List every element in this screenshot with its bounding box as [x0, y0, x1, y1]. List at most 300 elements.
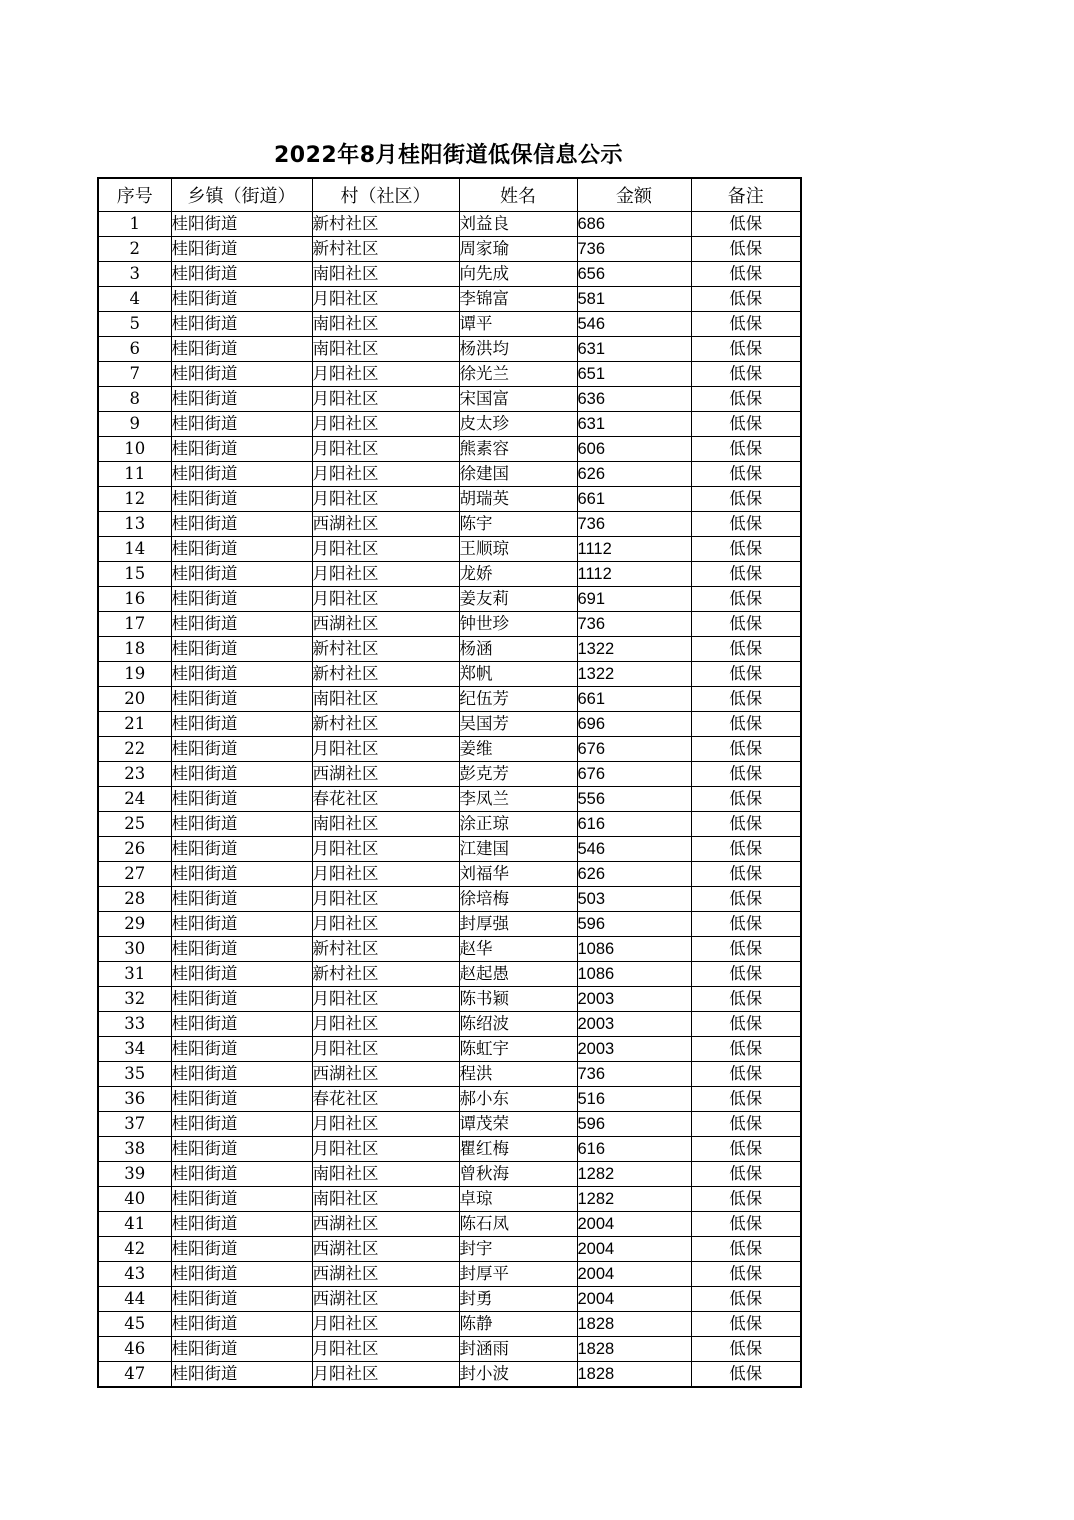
row-name: 谭茂荣: [459, 1112, 577, 1137]
row-name: 郑帆: [459, 662, 577, 687]
row-name: 封厚强: [459, 912, 577, 937]
row-name: 谭平: [459, 312, 577, 337]
row-town: 桂阳街道: [171, 1137, 312, 1162]
table-row: [98, 737, 801, 762]
row-town: 桂阳街道: [171, 362, 312, 387]
row-name: 曾秋海: [459, 1162, 577, 1187]
row-amount: 631: [577, 337, 691, 362]
row-amount: 696: [577, 712, 691, 737]
row-serial: 36: [98, 1087, 171, 1112]
table-row: [98, 662, 801, 687]
row-name: 封厚平: [459, 1262, 577, 1287]
header-name: 姓名: [459, 178, 577, 212]
row-name: 彭克芳: [459, 762, 577, 787]
row-name: 皮太珍: [459, 412, 577, 437]
row-serial: 31: [98, 962, 171, 987]
row-serial: 44: [98, 1287, 171, 1312]
row-serial: 25: [98, 812, 171, 837]
row-community: 新村社区: [312, 962, 459, 987]
row-community: 月阳社区: [312, 287, 459, 312]
row-town: 桂阳街道: [171, 662, 312, 687]
row-community: 月阳社区: [312, 1337, 459, 1362]
row-name: 钟世珍: [459, 612, 577, 637]
row-town: 桂阳街道: [171, 512, 312, 537]
row-amount: 626: [577, 862, 691, 887]
row-amount: 1828: [577, 1337, 691, 1362]
row-serial: 38: [98, 1137, 171, 1162]
row-note: 低保: [691, 1112, 801, 1137]
row-note: 低保: [691, 437, 801, 462]
row-town: 桂阳街道: [171, 287, 312, 312]
row-note: 低保: [691, 887, 801, 912]
row-note: 低保: [691, 1187, 801, 1212]
row-amount: 661: [577, 487, 691, 512]
row-town: 桂阳街道: [171, 212, 312, 237]
row-town: 桂阳街道: [171, 1087, 312, 1112]
row-amount: 691: [577, 587, 691, 612]
row-note: 低保: [691, 212, 801, 237]
row-amount: 651: [577, 362, 691, 387]
table-row: [98, 287, 801, 312]
row-serial: 43: [98, 1262, 171, 1287]
row-note: 低保: [691, 1162, 801, 1187]
header-serial: 序号: [98, 178, 171, 212]
row-amount: 606: [577, 437, 691, 462]
row-town: 桂阳街道: [171, 687, 312, 712]
row-serial: 34: [98, 1037, 171, 1062]
table-row: [98, 1187, 801, 1212]
row-amount: 676: [577, 737, 691, 762]
row-town: 桂阳街道: [171, 1362, 312, 1388]
row-note: 低保: [691, 537, 801, 562]
row-community: 西湖社区: [312, 1212, 459, 1237]
row-community: 月阳社区: [312, 1012, 459, 1037]
row-serial: 46: [98, 1337, 171, 1362]
row-community: 南阳社区: [312, 1162, 459, 1187]
row-amount: 626: [577, 462, 691, 487]
row-name: 陈静: [459, 1312, 577, 1337]
row-note: 低保: [691, 512, 801, 537]
row-community: 月阳社区: [312, 737, 459, 762]
row-community: 月阳社区: [312, 1112, 459, 1137]
header-community: 村（社区）: [312, 178, 459, 212]
row-serial: 9: [98, 412, 171, 437]
row-name: 王顺琼: [459, 537, 577, 562]
row-serial: 37: [98, 1112, 171, 1137]
row-name: 胡瑞英: [459, 487, 577, 512]
row-serial: 29: [98, 912, 171, 937]
row-community: 月阳社区: [312, 387, 459, 412]
row-community: 西湖社区: [312, 1262, 459, 1287]
table-row: [98, 1287, 801, 1312]
table-row: [98, 237, 801, 262]
row-town: 桂阳街道: [171, 1312, 312, 1337]
row-town: 桂阳街道: [171, 712, 312, 737]
row-serial: 12: [98, 487, 171, 512]
row-name: 刘福华: [459, 862, 577, 887]
row-amount: 1322: [577, 637, 691, 662]
row-note: 低保: [691, 412, 801, 437]
row-town: 桂阳街道: [171, 612, 312, 637]
page-title: 2022年8月桂阳街道低保信息公示: [273, 143, 624, 168]
row-community: 月阳社区: [312, 1037, 459, 1062]
row-town: 桂阳街道: [171, 537, 312, 562]
row-community: 新村社区: [312, 637, 459, 662]
row-town: 桂阳街道: [171, 812, 312, 837]
table-row: [98, 762, 801, 787]
row-amount: 596: [577, 912, 691, 937]
row-note: 低保: [691, 1262, 801, 1287]
row-amount: 1086: [577, 937, 691, 962]
row-name: 江建国: [459, 837, 577, 862]
row-amount: 631: [577, 412, 691, 437]
row-note: 低保: [691, 687, 801, 712]
row-community: 西湖社区: [312, 1062, 459, 1087]
row-town: 桂阳街道: [171, 587, 312, 612]
table-row: [98, 512, 801, 537]
row-name: 姜维: [459, 737, 577, 762]
row-community: 月阳社区: [312, 987, 459, 1012]
row-serial: 27: [98, 862, 171, 887]
table-row: [98, 537, 801, 562]
row-note: 低保: [691, 1237, 801, 1262]
row-community: 新村社区: [312, 212, 459, 237]
row-note: 低保: [691, 337, 801, 362]
row-note: 低保: [691, 462, 801, 487]
row-town: 桂阳街道: [171, 237, 312, 262]
row-note: 低保: [691, 237, 801, 262]
table-row: [98, 712, 801, 737]
row-name: 封宇: [459, 1237, 577, 1262]
row-town: 桂阳街道: [171, 412, 312, 437]
row-town: 桂阳街道: [171, 737, 312, 762]
table-row: [98, 387, 801, 412]
table-row: [98, 1162, 801, 1187]
row-note: 低保: [691, 862, 801, 887]
row-amount: 556: [577, 787, 691, 812]
row-serial: 30: [98, 937, 171, 962]
row-note: 低保: [691, 387, 801, 412]
row-note: 低保: [691, 612, 801, 637]
row-community: 南阳社区: [312, 312, 459, 337]
row-name: 纪伍芳: [459, 687, 577, 712]
row-community: 西湖社区: [312, 1287, 459, 1312]
row-amount: 736: [577, 237, 691, 262]
row-amount: 2004: [577, 1287, 691, 1312]
row-community: 月阳社区: [312, 362, 459, 387]
header-note: 备注: [691, 178, 801, 212]
row-name: 陈绍波: [459, 1012, 577, 1037]
row-amount: 676: [577, 762, 691, 787]
row-name: 李锦富: [459, 287, 577, 312]
row-town: 桂阳街道: [171, 1187, 312, 1212]
row-note: 低保: [691, 912, 801, 937]
row-serial: 19: [98, 662, 171, 687]
row-serial: 4: [98, 287, 171, 312]
row-name: 刘益良: [459, 212, 577, 237]
table-row: [98, 1037, 801, 1062]
row-community: 春花社区: [312, 1087, 459, 1112]
row-name: 宋国富: [459, 387, 577, 412]
row-town: 桂阳街道: [171, 887, 312, 912]
row-note: 低保: [691, 662, 801, 687]
table-row: [98, 1212, 801, 1237]
table-row: [98, 787, 801, 812]
row-note: 低保: [691, 737, 801, 762]
row-community: 新村社区: [312, 937, 459, 962]
row-name: 杨洪均: [459, 337, 577, 362]
row-note: 低保: [691, 1012, 801, 1037]
row-name: 封涵雨: [459, 1337, 577, 1362]
row-note: 低保: [691, 262, 801, 287]
row-community: 月阳社区: [312, 837, 459, 862]
row-serial: 11: [98, 462, 171, 487]
header-town: 乡镇（街道）: [171, 178, 312, 212]
row-serial: 13: [98, 512, 171, 537]
table-row: [98, 1137, 801, 1162]
row-community: 月阳社区: [312, 537, 459, 562]
row-town: 桂阳街道: [171, 987, 312, 1012]
row-amount: 1828: [577, 1312, 691, 1337]
row-amount: 736: [577, 512, 691, 537]
row-amount: 686: [577, 212, 691, 237]
row-note: 低保: [691, 1137, 801, 1162]
table-row: [98, 1237, 801, 1262]
row-amount: 596: [577, 1112, 691, 1137]
row-serial: 17: [98, 612, 171, 637]
row-community: 新村社区: [312, 712, 459, 737]
row-serial: 33: [98, 1012, 171, 1037]
row-note: 低保: [691, 487, 801, 512]
row-town: 桂阳街道: [171, 1287, 312, 1312]
row-community: 月阳社区: [312, 562, 459, 587]
row-town: 桂阳街道: [171, 862, 312, 887]
table-row: [98, 1012, 801, 1037]
row-name: 周家瑜: [459, 237, 577, 262]
row-serial: 23: [98, 762, 171, 787]
row-amount: 1112: [577, 562, 691, 587]
table-row: [98, 1087, 801, 1112]
row-amount: 1322: [577, 662, 691, 687]
row-community: 南阳社区: [312, 262, 459, 287]
row-note: 低保: [691, 937, 801, 962]
row-serial: 20: [98, 687, 171, 712]
row-name: 向先成: [459, 262, 577, 287]
row-community: 南阳社区: [312, 687, 459, 712]
row-amount: 2003: [577, 1037, 691, 1062]
row-serial: 47: [98, 1362, 171, 1388]
row-amount: 2004: [577, 1237, 691, 1262]
table-row: [98, 987, 801, 1012]
row-note: 低保: [691, 1212, 801, 1237]
row-serial: 18: [98, 637, 171, 662]
row-amount: 661: [577, 687, 691, 712]
row-town: 桂阳街道: [171, 262, 312, 287]
row-amount: 656: [577, 262, 691, 287]
table-row: [98, 812, 801, 837]
row-community: 南阳社区: [312, 812, 459, 837]
row-amount: 2004: [577, 1262, 691, 1287]
row-amount: 1828: [577, 1362, 691, 1388]
row-community: 月阳社区: [312, 462, 459, 487]
row-amount: 736: [577, 1062, 691, 1087]
table-body: [98, 212, 801, 1388]
row-town: 桂阳街道: [171, 1112, 312, 1137]
table-row: [98, 1337, 801, 1362]
table-row: [98, 562, 801, 587]
table-row: [98, 487, 801, 512]
table-row: [98, 887, 801, 912]
row-note: 低保: [691, 787, 801, 812]
table-row: [98, 1312, 801, 1337]
row-note: 低保: [691, 1312, 801, 1337]
row-serial: 42: [98, 1237, 171, 1262]
row-town: 桂阳街道: [171, 387, 312, 412]
table-row: [98, 687, 801, 712]
row-name: 姜友莉: [459, 587, 577, 612]
row-note: 低保: [691, 1362, 801, 1388]
table-row: [98, 1112, 801, 1137]
table-row: [98, 462, 801, 487]
row-note: 低保: [691, 962, 801, 987]
row-serial: 6: [98, 337, 171, 362]
row-serial: 2: [98, 237, 171, 262]
row-note: 低保: [691, 362, 801, 387]
row-amount: 1086: [577, 962, 691, 987]
row-name: 封勇: [459, 1287, 577, 1312]
row-community: 新村社区: [312, 237, 459, 262]
row-community: 南阳社区: [312, 337, 459, 362]
row-amount: 581: [577, 287, 691, 312]
row-serial: 5: [98, 312, 171, 337]
row-note: 低保: [691, 637, 801, 662]
row-community: 西湖社区: [312, 512, 459, 537]
table-row: [98, 412, 801, 437]
row-note: 低保: [691, 562, 801, 587]
header-amount: 金额: [577, 178, 691, 212]
row-serial: 3: [98, 262, 171, 287]
row-town: 桂阳街道: [171, 1012, 312, 1037]
row-town: 桂阳街道: [171, 337, 312, 362]
row-amount: 616: [577, 812, 691, 837]
row-town: 桂阳街道: [171, 1162, 312, 1187]
row-town: 桂阳街道: [171, 312, 312, 337]
row-community: 月阳社区: [312, 1362, 459, 1388]
row-serial: 28: [98, 887, 171, 912]
row-name: 李凤兰: [459, 787, 577, 812]
row-serial: 41: [98, 1212, 171, 1237]
row-name: 杨涵: [459, 637, 577, 662]
row-serial: 21: [98, 712, 171, 737]
row-amount: 1282: [577, 1162, 691, 1187]
row-amount: 616: [577, 1137, 691, 1162]
row-community: 西湖社区: [312, 612, 459, 637]
table-row: [98, 437, 801, 462]
row-community: 月阳社区: [312, 862, 459, 887]
row-note: 低保: [691, 1087, 801, 1112]
row-community: 春花社区: [312, 787, 459, 812]
row-name: 龙娇: [459, 562, 577, 587]
row-serial: 1: [98, 212, 171, 237]
row-town: 桂阳街道: [171, 1037, 312, 1062]
row-amount: 516: [577, 1087, 691, 1112]
row-note: 低保: [691, 712, 801, 737]
row-note: 低保: [691, 587, 801, 612]
row-name: 郝小东: [459, 1087, 577, 1112]
table-row: [98, 1062, 801, 1087]
row-serial: 7: [98, 362, 171, 387]
table-row: [98, 912, 801, 937]
table-row: [98, 612, 801, 637]
row-name: 卓琼: [459, 1187, 577, 1212]
row-serial: 26: [98, 837, 171, 862]
row-note: 低保: [691, 812, 801, 837]
row-town: 桂阳街道: [171, 937, 312, 962]
row-name: 陈宇: [459, 512, 577, 537]
table-row: [98, 937, 801, 962]
row-serial: 10: [98, 437, 171, 462]
row-note: 低保: [691, 762, 801, 787]
row-name: 涂正琼: [459, 812, 577, 837]
row-community: 月阳社区: [312, 1312, 459, 1337]
row-name: 徐建国: [459, 462, 577, 487]
row-serial: 16: [98, 587, 171, 612]
row-town: 桂阳街道: [171, 1062, 312, 1087]
row-town: 桂阳街道: [171, 1337, 312, 1362]
row-community: 月阳社区: [312, 912, 459, 937]
row-name: 封小波: [459, 1362, 577, 1388]
row-name: 陈石凤: [459, 1212, 577, 1237]
row-town: 桂阳街道: [171, 1262, 312, 1287]
row-note: 低保: [691, 987, 801, 1012]
row-amount: 736: [577, 612, 691, 637]
row-town: 桂阳街道: [171, 462, 312, 487]
row-town: 桂阳街道: [171, 562, 312, 587]
assistance-table: [97, 177, 802, 1388]
row-community: 月阳社区: [312, 412, 459, 437]
row-town: 桂阳街道: [171, 962, 312, 987]
row-amount: 546: [577, 312, 691, 337]
row-amount: 2003: [577, 1012, 691, 1037]
table-row: [98, 312, 801, 337]
row-community: 月阳社区: [312, 587, 459, 612]
row-town: 桂阳街道: [171, 437, 312, 462]
row-serial: 39: [98, 1162, 171, 1187]
row-serial: 14: [98, 537, 171, 562]
row-note: 低保: [691, 1337, 801, 1362]
row-name: 徐培梅: [459, 887, 577, 912]
row-community: 西湖社区: [312, 762, 459, 787]
row-amount: 2004: [577, 1212, 691, 1237]
row-amount: 636: [577, 387, 691, 412]
row-community: 月阳社区: [312, 1137, 459, 1162]
row-note: 低保: [691, 287, 801, 312]
row-note: 低保: [691, 837, 801, 862]
row-community: 新村社区: [312, 662, 459, 687]
table-row: [98, 637, 801, 662]
row-town: 桂阳街道: [171, 637, 312, 662]
row-serial: 45: [98, 1312, 171, 1337]
row-name: 吴国芳: [459, 712, 577, 737]
table-row: [98, 337, 801, 362]
row-serial: 40: [98, 1187, 171, 1212]
row-community: 月阳社区: [312, 487, 459, 512]
row-note: 低保: [691, 1037, 801, 1062]
row-name: 瞿红梅: [459, 1137, 577, 1162]
table-row: [98, 362, 801, 387]
row-town: 桂阳街道: [171, 1212, 312, 1237]
row-name: 程洪: [459, 1062, 577, 1087]
